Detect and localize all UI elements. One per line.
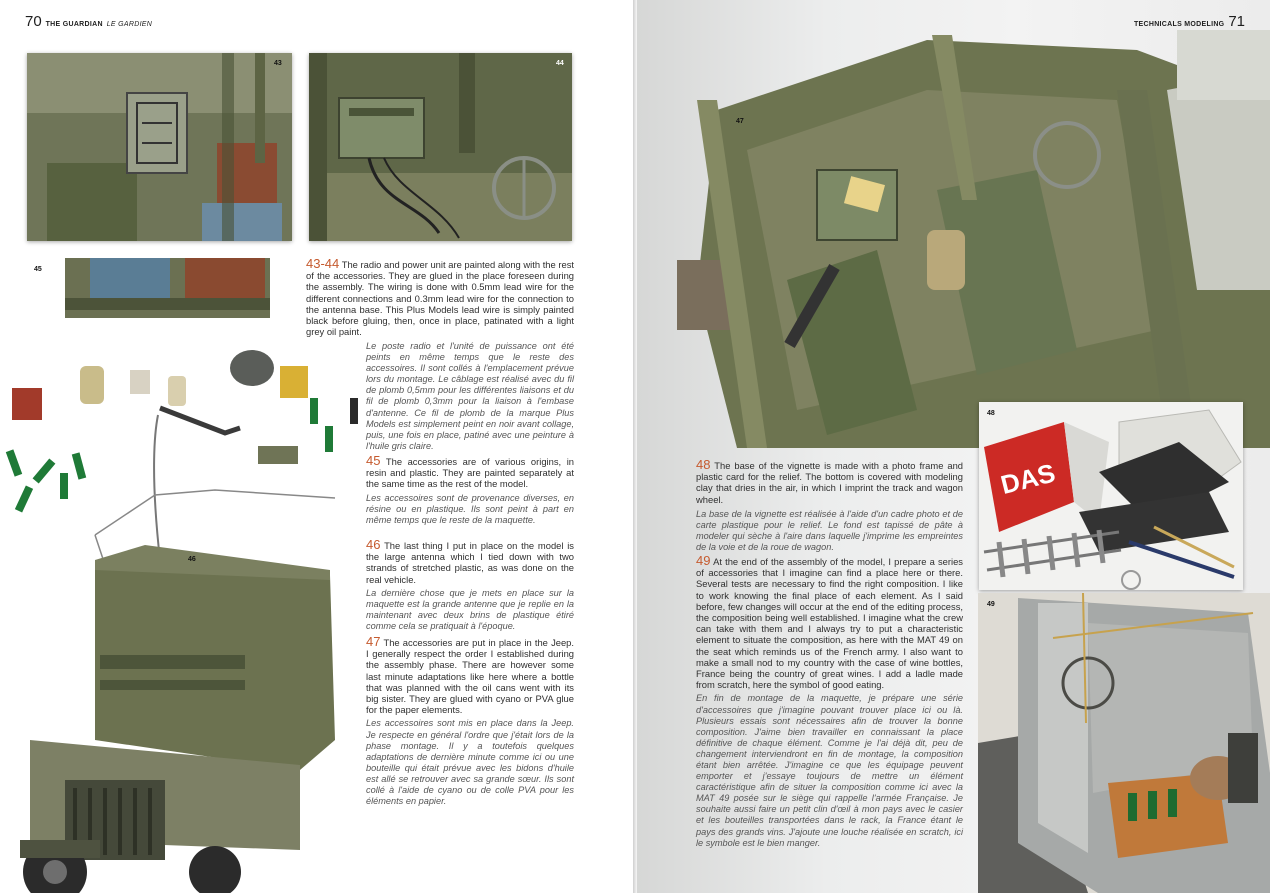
running-title-left-fr: LE GARDIEN	[106, 21, 153, 28]
section-number-45: 45	[366, 453, 381, 468]
page-gutter	[633, 0, 637, 893]
figure-number-45: 45	[34, 266, 42, 273]
section-49-fr: En fin de montage de la maquette, je prépare une série d'accessoires que j'imagine pouvant trouver place ici ou là. Plusieurs essais sont nécessaires afin de trouver la bonne composition. J'aime bien travailler en connaissant la place définitive de chaque élément. Comme je l'ai déjà dit, peu de changement interviendront en fin de montage, la composition étant bien arrêtée. J'imagine ce que les équipage peuvent emporter et j'essaye toujours de mettre un élément caractéristique afin de situer la composition comme ici avec la MAT 49 posée sur le siège qui rappelle l'armée Française. Je souhaite aussi faire un petit clin d'œil à mon pays avec le casier et les bouteilles transportées dans le rack, la France étant le pays des grands vins. J'ajoute une louche réalisée en scratch, ici le symbole est le bien manger.	[696, 693, 963, 848]
section-47-en-text: The accessories are put in place in the Jeep. I generally respect the order I established during the assembly phase. There are however some last minute adaptations like here where a bottle that was planned with the oil cans went with its big sister. They are glued with cyano or PVA glue for the paper elements.	[366, 637, 574, 716]
section-48-en	[696, 459, 963, 505]
section-number-49: 49	[696, 553, 711, 568]
section-45-en	[366, 455, 574, 490]
section-43-44-fr: Le poste radio et l'unité de puissance ont été peints en même temps que le reste des accessoires. Il sont collés à l'emplacement prévue lors du montage. Le câblage est réalisé avec du fil de plomb 0,5mm pour les différentes liaisons et du fil de plomb 0,3mm pour la liaison à l'embase d'antenne. Ce fil de plomb de la marque Plus Models est simplement peint en noir avant collage, puis, une fois en place, patiné avec une peinture à l'huile gris claire.	[366, 341, 574, 451]
section-number-47: 47	[366, 634, 381, 649]
page-number-right: 71	[1228, 13, 1245, 30]
section-47-en	[366, 636, 574, 715]
right-folio	[1134, 13, 1245, 30]
section-45-fr: Les accessoires sont de provenance diverses, en résine ou en plastique. Ils sont peint à part en même temps que le reste de la maquette.	[366, 492, 574, 525]
section-48-fr: La base de la vignette est réalisée à l'aide d'un cadre photo et de carte plastique pour le relief. Le fond est tapissé de pâte à modeler qui sèche à l'aire dans laquelle j'imprime les empreintes de la voie et de la roue de wagon.	[696, 508, 963, 553]
figure-number-47: 47	[736, 118, 744, 125]
photo-43-radio	[27, 53, 292, 241]
section-46-en-text: The last thing I put in place on the model is the large antenna which I tied down with two strands of stretched plastic, as was done on the real vehicle.	[366, 540, 574, 585]
section-43-44-en	[306, 258, 574, 337]
section-number-43-44: 43-44	[306, 256, 340, 271]
section-49-en	[696, 555, 963, 690]
running-title-right: TECHNICALS MODELING	[1133, 21, 1225, 28]
figure-number-44: 44	[556, 60, 564, 67]
section-47-fr: Les accessoires sont mis en place dans la Jeep. Je respecte en général l'ordre que j'était lors de la phase montage. Il y a toutefois quelques adaptations de dernière minute comme ici ou une bouteille qui était prévue avec les bidons d'huile est allé se retrouver avec sa grande sœur. Ils sont collé à l'aide de cyano ou de colle PVA pour les éléments en papier.	[366, 718, 574, 807]
page-number-left: 70	[25, 13, 42, 30]
photo-49-jeep-track	[978, 593, 1270, 893]
left-folio	[25, 13, 152, 30]
section-number-46: 46	[366, 537, 381, 552]
figure-number-48: 48	[987, 410, 995, 417]
section-46-fr: La dernière chose que je mets en place sur la maquette est la grande antenne que je replie en la maintenant avec deux brins de plastique étiré comme cela se pratiquait à l'époque.	[366, 587, 574, 632]
figure-number-46: 46	[188, 556, 196, 563]
section-47-block	[366, 636, 574, 807]
photo-48-base-materials	[979, 402, 1243, 590]
photo-46-jeep-antenna	[0, 410, 360, 893]
section-48-block	[696, 459, 963, 553]
section-48-en-text: The base of the vignette is made with a photo frame and plastic card for the relief. The bottom is covered with modeling clay that dries in the air, in which I imprint the track and wagon wheel.	[696, 460, 963, 505]
running-title-left: THE GUARDIAN	[45, 21, 103, 28]
section-45-block	[366, 455, 574, 526]
photo-44-power-unit	[309, 53, 572, 241]
section-46-en	[366, 539, 574, 585]
section-45-en-text: The accessories are of various origins, in resin and plastic. They are painted separately at the same time as the rest of the model.	[366, 456, 575, 490]
left-text-column	[306, 258, 574, 337]
section-46-block	[366, 539, 574, 632]
das-logo-text: DAS	[997, 457, 1059, 500]
section-49-en-text: At the end of the assembly of the model, I prepare a series of accessories that I imagine can find a place here or there. Several tests are necessary to find the right composition. I like to work knowing the final place of each element. As I said before, few changes will occur at the end of the editing process, the composition being well established. I imagine what the crew can take with them and I always try to put a characteristic element to situate the composition, as here with the MAT 49 on the seat which reminds us of the French army. I also want to make a small nod to my country with the case of wine bottles, France being the country of great wines. I add a ladle made from scratch, here the symbol of good eating.	[696, 556, 963, 691]
figure-number-43: 43	[274, 60, 282, 67]
photo-47-jeep-interior	[677, 30, 1270, 448]
section-number-48: 48	[696, 457, 711, 472]
figure-number-49: 49	[987, 601, 995, 608]
section-43-44-en-text: The radio and power unit are painted along with the rest of the accessories. They are glued in the place foreseen during the assembly. The wiring is done with 0.5mm lead wire for the different connections and 0.3mm lead wire for the connection to the antenna base. This Plus Models lead wire is simply painted black before gluing, then, once in place, patinated with a light grey oil paint.	[306, 259, 575, 338]
section-49-block	[696, 555, 963, 849]
